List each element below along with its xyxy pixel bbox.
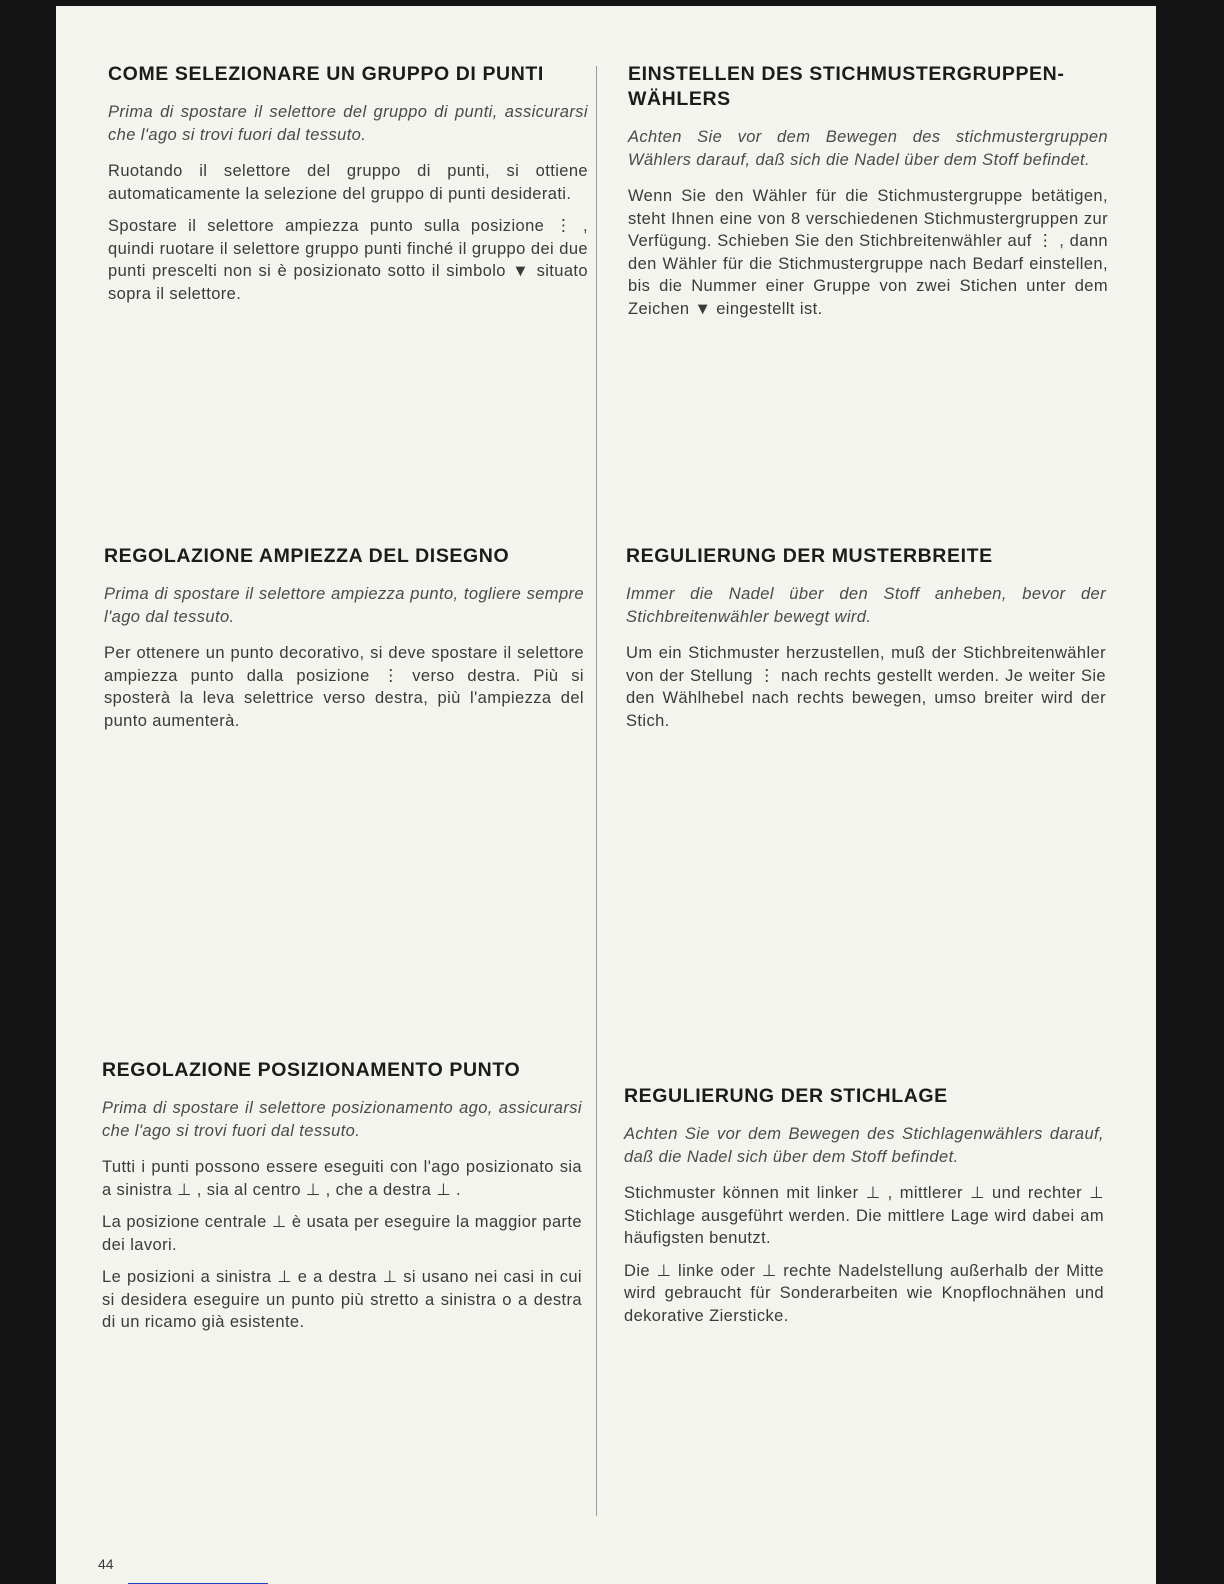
section-note: Achten Sie vor dem Bewegen des stichmustergruppen Wählers darauf, daß sich die Nadel über dem Stoff befindet. (628, 128, 1108, 169)
section-title: REGOLAZIONE AMPIEZZA DEL DISEGNO (104, 545, 510, 567)
section-stichlage (624, 1084, 1104, 1337)
section-paragraph: Tutti i punti possono essere eseguiti con l'ago posizionato sia a sinistra ⊥ , sia al centro ⊥ , che a destra ⊥ . (102, 1158, 582, 1199)
scan-border-left (0, 0, 56, 1584)
column-divider (596, 66, 597, 1516)
section-paragraph: Um ein Stichmuster herzustellen, muß der Stichbreitenwähler von der Stellung ⋮ nach rechts gestellt werden. Je weiter Sie den Wählhebel nach rechts bewegen, umso breiter wird der Stich. (626, 644, 1106, 730)
section-note: Immer die Nadel über den Stoff anheben, bevor der Stichbreitenwähler bewegt wird. (626, 585, 1106, 626)
section-paragraph: Le posizioni a sinistra ⊥ e a destra ⊥ si usano nei casi in cui si desidera eseguire un punto più stretto a sinistra o a destra di un ricamo già esistente. (102, 1268, 582, 1331)
section-einstellen (628, 62, 1108, 330)
section-paragraph: Stichmuster können mit linker ⊥ , mittlerer ⊥ und rechter ⊥ Stichlage ausgeführt werden. Die mittlere Lage wird dabei am häufigsten benutzt. (624, 1184, 1104, 1247)
section-musterbreite (626, 544, 1106, 742)
scan-border-right (1156, 0, 1224, 1584)
section-paragraph: Die ⊥ linke oder ⊥ rechte Nadelstellung außerhalb der Mitte wird gebraucht für Sonderarbeiten wie Knopflochnähen und dekorative Ziersticke. (624, 1261, 1104, 1325)
section-note: Prima di spostare il selettore ampiezza punto, togliere sempre l'ago dal tessuto. (104, 585, 584, 626)
section-title: COME SELEZIONARE UN GRUPPO DI PUNTI (108, 63, 544, 85)
manual-page (56, 6, 1156, 1584)
section-paragraph: La posizione centrale ⊥ è usata per eseguire la maggior parte dei lavori. (102, 1213, 582, 1254)
section-paragraph: Per ottenere un punto decorativo, si deve spostare il selettore ampiezza punto dalla posizione ⋮ verso destra. Più si sposterà la leva selettrice verso destra, più l'ampiezza del punto aumenterà. (104, 644, 584, 730)
page-number: 44 (98, 1556, 114, 1572)
section-title: EINSTELLEN DES STICHMUSTERGRUPPEN-WÄHLERS (628, 63, 1065, 110)
section-paragraph: Ruotando il selettore del gruppo di punti, si ottiene automaticamente la selezione del gruppo di punti desiderati. (108, 162, 588, 203)
section-regolazione-ampiezza (104, 544, 584, 742)
section-title: REGOLAZIONE POSIZIONAMENTO PUNTO (102, 1059, 521, 1081)
section-note: Prima di spostare il selettore del gruppo di punti, assicurarsi che l'ago si trovi fuori dal tessuto. (108, 103, 588, 144)
section-title: REGULIERUNG DER STICHLAGE (624, 1085, 948, 1107)
section-paragraph: Wenn Sie den Wähler für die Stichmustergruppe betätigen, steht Ihnen eine von 8 verschiedenen Stichmustergruppen zur Verfügung. Schieben Sie den Stichbreitenwähler auf ⋮ , dann den Wähler für die Stichmustergruppe nach Bedarf einstellen, bis die Nummer einer Gruppe von zwei Stichen unter dem Zeichen ▼ eingestellt ist. (628, 187, 1108, 318)
section-come-selezionare (108, 62, 588, 315)
section-regolazione-posizionamento (102, 1058, 582, 1344)
section-title: REGULIERUNG DER MUSTERBREITE (626, 545, 993, 567)
section-note: Prima di spostare il selettore posizionamento ago, assicurarsi che l'ago si trovi fuori dal tessuto. (102, 1099, 582, 1140)
section-paragraph: Spostare il selettore ampiezza punto sulla posizione ⋮ , quindi ruotare il selettore gruppo punti finché il gruppo dei due punti prescelti non si è posizionato sotto il simbolo ▼ situato sopra il selettore. (108, 217, 588, 303)
section-note: Achten Sie vor dem Bewegen des Stichlagenwählers darauf, daß die Nadel sich über dem Stoff befindet. (624, 1125, 1104, 1166)
